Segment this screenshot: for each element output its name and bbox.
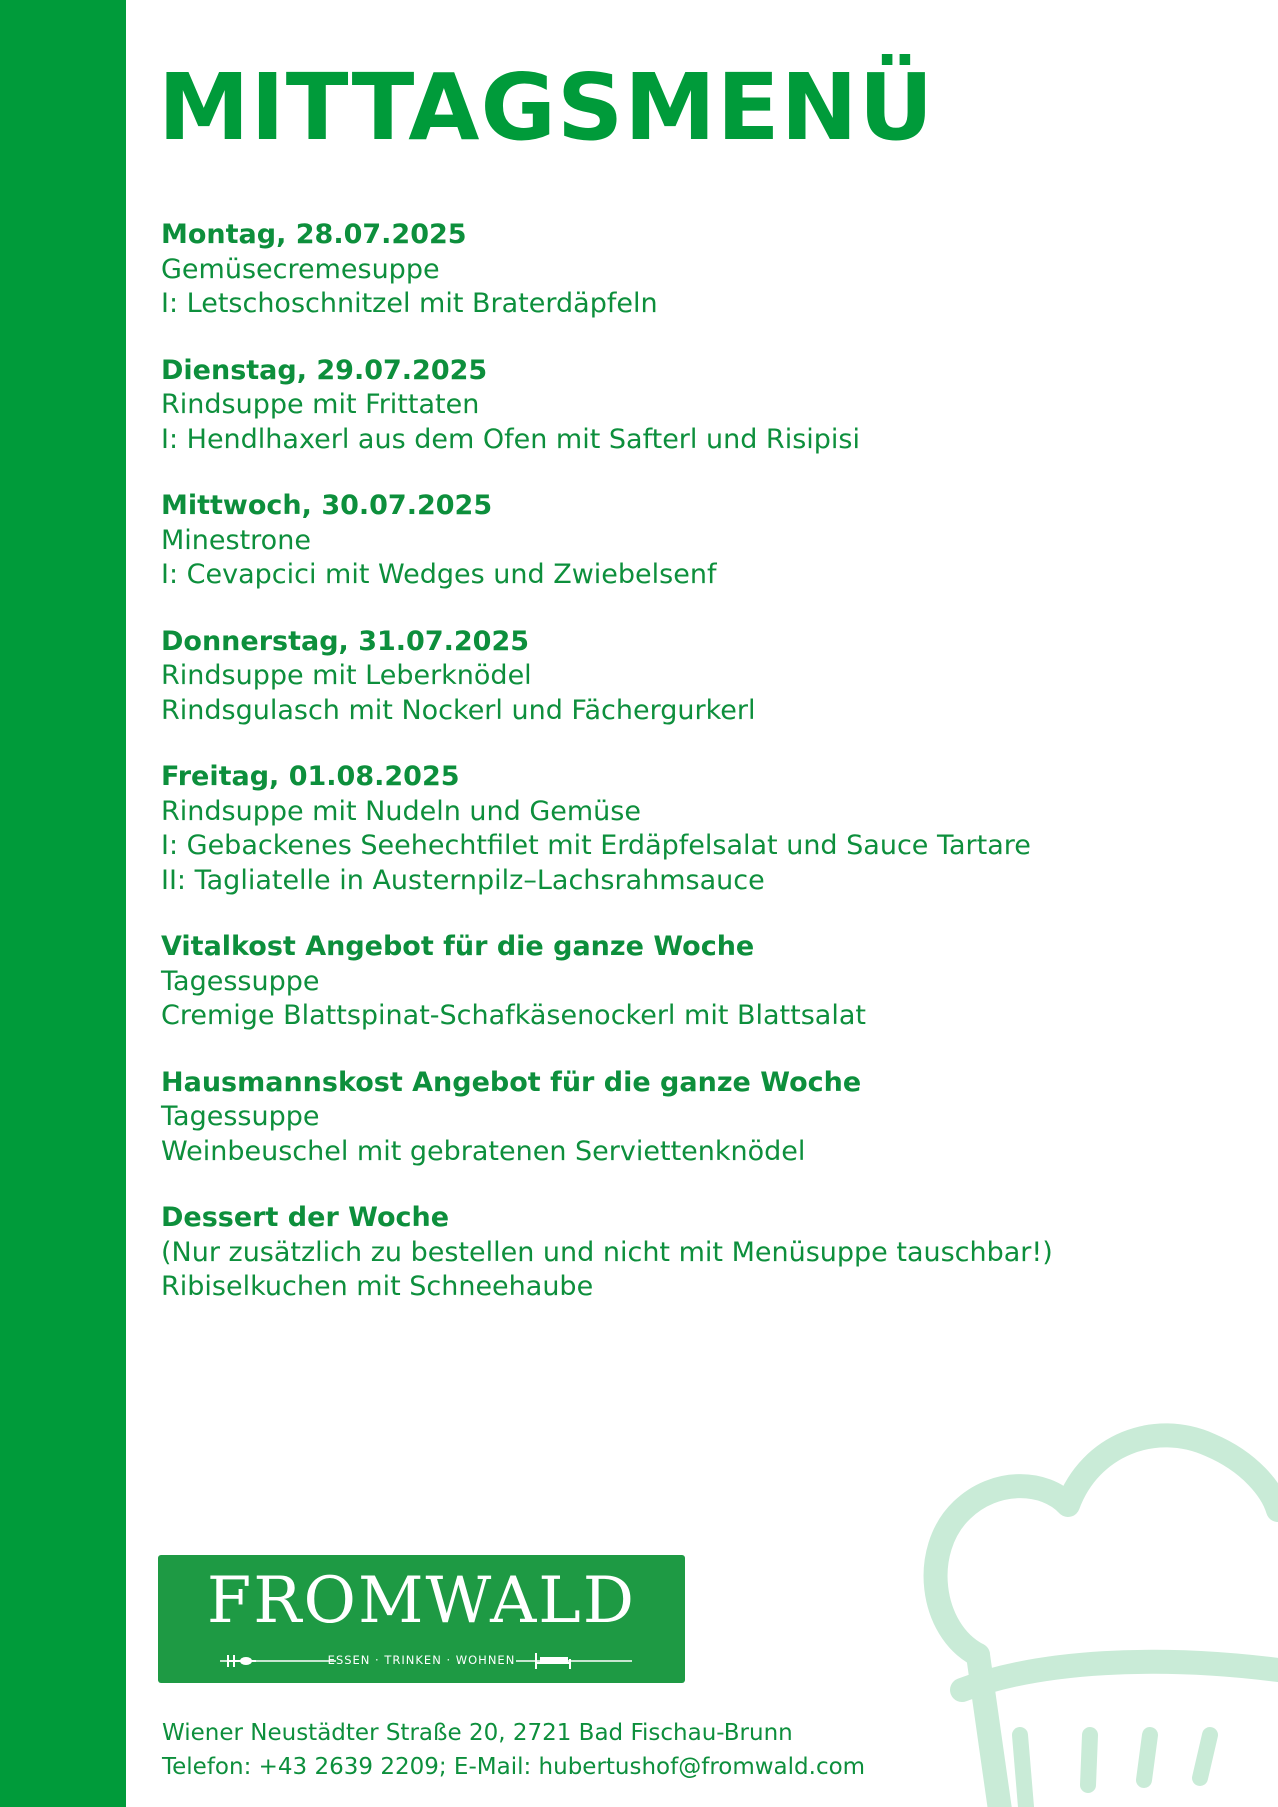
menu-section-friday (161, 760, 1241, 898)
menu-section-thursday (161, 625, 1241, 729)
menu-section-monday (161, 218, 1241, 322)
menu-item: (Nur zusätzlich zu bestellen und nicht mit Menüsuppe tauschbar!) (161, 1236, 1053, 1268)
menu-item: Minestrone (161, 524, 311, 556)
menu-section-dessert (161, 1201, 1241, 1305)
section-heading: Dienstag, 29.07.2025 (161, 354, 488, 386)
menu-section-wednesday (161, 489, 1241, 593)
menu-item: Weinbeuschel mit gebratenen Serviettenknödel (161, 1135, 806, 1167)
section-heading: Freitag, 01.08.2025 (161, 761, 460, 792)
section-heading: Mittwoch, 30.07.2025 (161, 490, 493, 521)
menu-item: Gemüsecremesuppe (161, 253, 440, 285)
section-heading: Montag, 28.07.2025 (161, 219, 467, 250)
footer-contact (162, 1716, 865, 1784)
page-title: MITTAGSMENÜ (158, 54, 935, 161)
section-heading: Vitalkost Angebot für die ganze Woche (161, 931, 755, 962)
section-heading: Hausmannskost Angebot für die ganze Woche (161, 1066, 862, 1098)
footer-phone-email: Telefon: +43 2639 2209; E-Mail: hubertushof@fromwald.com (162, 1754, 866, 1780)
menu-section-tuesday (161, 354, 1241, 458)
menu-item: Rindsuppe mit Leberknödel (161, 660, 532, 691)
menu-item: I: Hendlhaxerl aus dem Ofen mit Safterl und Risipisi (161, 423, 860, 455)
chef-hat-icon (900, 1390, 1278, 1807)
logo-tagline: ESSEN · TRINKEN · WOHNEN (327, 1653, 516, 1667)
menu-item: I: Gebackenes Seehechtfilet mit Erdäpfelsalat und Sauce Tartare (161, 830, 1031, 861)
menu-section-hausmannskost (161, 1066, 1241, 1170)
menu-list (161, 218, 1241, 1337)
menu-item: Rindsuppe mit Nudeln und Gemüse (161, 795, 641, 827)
menu-item: Tagessuppe (161, 965, 320, 997)
menu-item: Tagessuppe (161, 1101, 320, 1132)
menu-item: Cremige Blattspinat-Schafkäsenockerl mit Blattsalat (161, 1000, 866, 1031)
fromwald-logo (158, 1555, 685, 1683)
section-heading: Dessert der Woche (161, 1202, 450, 1233)
menu-item: Ribiselkuchen mit Schneehaube (161, 1271, 594, 1302)
bed-icon (516, 1651, 632, 1671)
menu-item: I: Cevapcici mit Wedges und Zwiebelsenf (161, 559, 717, 590)
section-heading: Donnerstag, 31.07.2025 (161, 625, 530, 657)
menu-section-vitalkost (161, 930, 1241, 1034)
menu-item: I: Letschoschnitzel mit Braterdäpfeln (161, 288, 658, 319)
green-side-bar (0, 0, 126, 1807)
footer-address: Wiener Neustädter Straße 20, 2721 Bad Fischau-Brunn (162, 1720, 793, 1746)
menu-item: II: Tagliatelle in Austernpilz–Lachsrahmsauce (161, 864, 765, 896)
logo-name: FROMWALD (206, 1564, 637, 1638)
menu-item: Rindsgulasch mit Nockerl und Fächergurkerl (161, 694, 756, 726)
menu-item: Rindsuppe mit Frittaten (161, 389, 480, 420)
